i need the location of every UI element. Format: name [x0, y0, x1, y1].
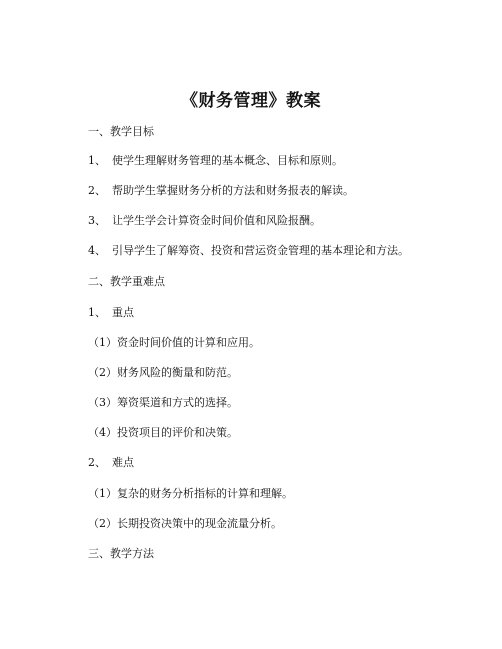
section-heading-key-difficult: 二、教学重难点 [88, 275, 165, 288]
key-point-3: （3）筹资渠道和方式的选择。 [88, 396, 238, 409]
objective-item-text: 让学生学会计算资金时间价值和风险报酬。 [112, 214, 321, 227]
subsection-key-points [88, 306, 134, 320]
difficult-point-1: （1）复杂的财务分析指标的计算和理解。 [88, 487, 293, 500]
subsection-number: 1、 [88, 306, 106, 319]
subsection-label: 重点 [112, 306, 134, 319]
subsection-number: 2、 [88, 456, 106, 469]
objective-item-number: 3、 [88, 214, 106, 227]
key-point-2: （2）财务风险的衡量和防范。 [88, 366, 238, 379]
objective-item-number: 1、 [88, 154, 106, 167]
objective-item-2 [88, 184, 354, 198]
key-point-1: （1）资金时间价值的计算和应用。 [88, 336, 260, 349]
objective-item-3 [88, 214, 321, 228]
section-heading-objectives: 一、教学目标 [88, 125, 154, 138]
objective-item-1 [88, 154, 343, 168]
objective-item-4 [88, 244, 409, 258]
objective-item-text: 使学生理解财务管理的基本概念、目标和原则。 [112, 154, 343, 167]
objective-item-number: 4、 [88, 244, 106, 257]
document-title: 《财务管理》教案 [181, 91, 321, 111]
objective-item-number: 2、 [88, 184, 106, 197]
difficult-point-2: （2）长期投资决策中的现金流量分析。 [88, 517, 282, 530]
subsection-label: 难点 [112, 456, 134, 469]
objective-item-text: 帮助学生掌握财务分析的方法和财务报表的解读。 [112, 184, 354, 197]
section-heading-methods: 三、教学方法 [88, 547, 154, 560]
key-point-4: （4）投资项目的评价和决策。 [88, 426, 238, 439]
objective-item-text: 引导学生了解筹资、投资和营运资金管理的基本理论和方法。 [112, 244, 409, 257]
subsection-difficult-points [88, 456, 134, 470]
